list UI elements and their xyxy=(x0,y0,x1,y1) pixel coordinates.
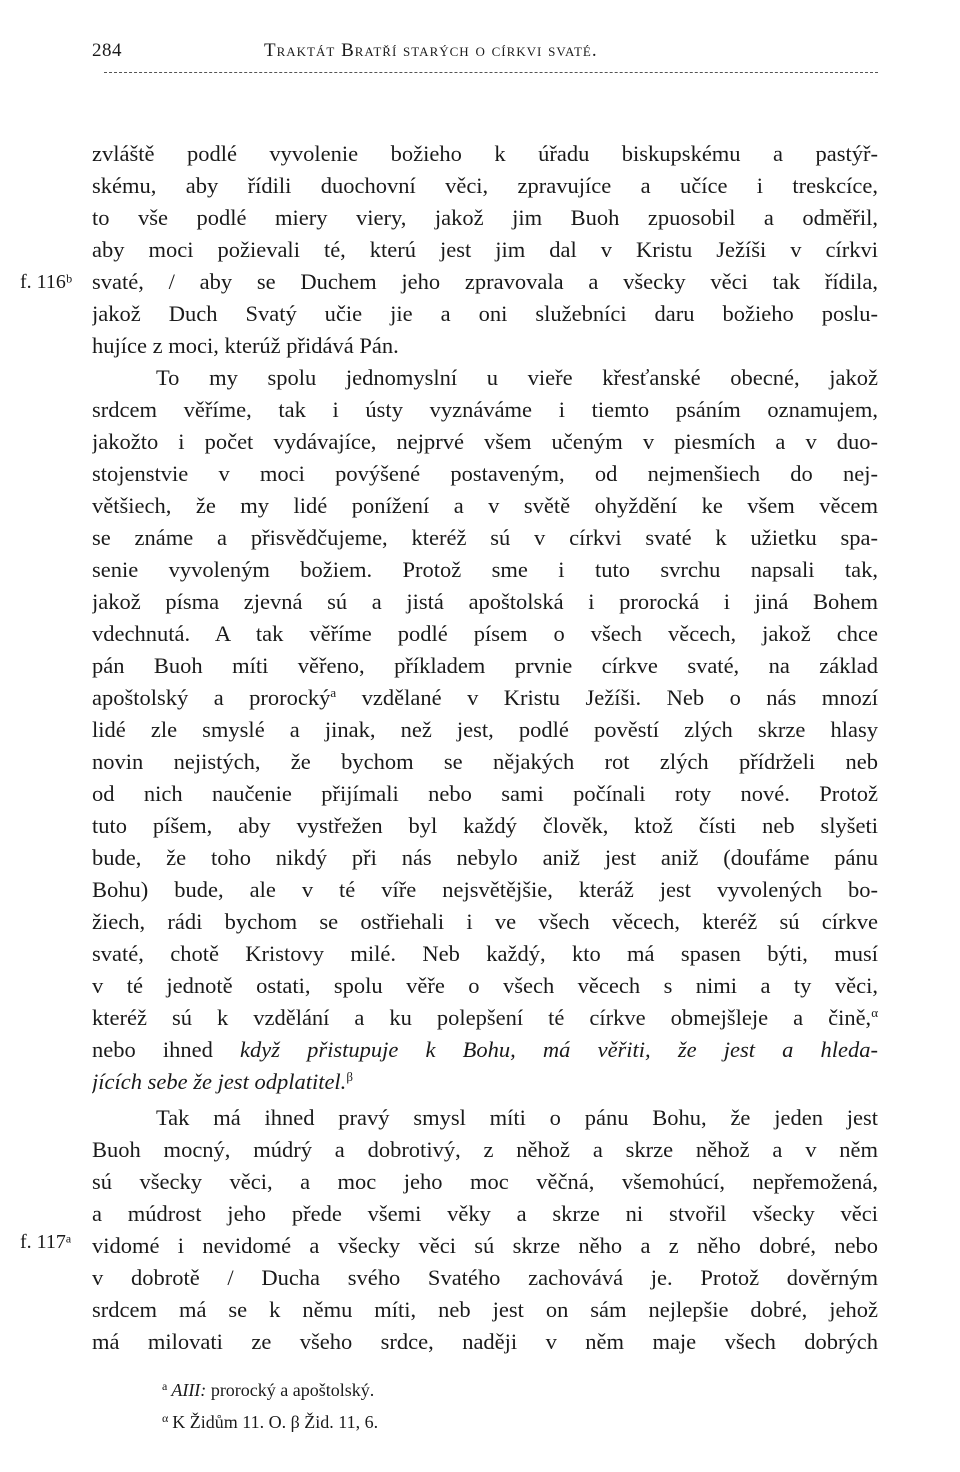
text-line: má milovati ze všeho srdce, naději v něm maje všech dobrých xyxy=(92,1329,878,1354)
text-span: apoštolský a prorocký xyxy=(92,685,331,710)
footnote-mark: a xyxy=(162,1379,168,1393)
text-line: žiech, rádi bychom se ostřiehali i ve všech věcech, kteréž sú církve xyxy=(92,909,878,934)
header-rule xyxy=(104,72,878,73)
footnote-marker-a: a xyxy=(330,685,337,700)
text-line: to vše podlé miery viery, jakož jim Buoh zpuosobil a odměřil, xyxy=(92,205,878,230)
text-line: zvláště podlé vyvolenie božieho k úřadu biskupskému a pastýř- xyxy=(92,141,878,166)
footnote-text: K Židům 11. O. β Žid. 11, 6. xyxy=(172,1412,379,1432)
text-line: aby moci požievali té, kterú jest jim dal v Kristu Ježíši v církvi xyxy=(92,237,878,262)
text-span: kteréž sú k vzdělání a ku polepšení té církve obmejšleje a čině, xyxy=(92,1005,872,1030)
text-line: bude, že toho nikdý při nás nebylo aniž jest aniž (doufáme pánu xyxy=(92,845,878,870)
footnote-text: prorocký a apoštolský. xyxy=(206,1380,375,1400)
text-line-with-quote xyxy=(92,1034,878,1066)
text-line: většiech, že my lidé ponížení a v světě ohyždění ke všem věcem xyxy=(92,493,878,518)
text-line: skému, aby řídili duochovní věci, zpravujíce a učíce i treskcíce, xyxy=(92,173,878,198)
text-line: Bohu) bude, ale v té víře nejsvětějšie, kteráž jest vyvolených bo- xyxy=(92,877,878,902)
page-number: 284 xyxy=(92,40,122,61)
footnote-marker-alpha: α xyxy=(871,1005,878,1020)
text-line: lidé zle smyslé a jinak, než jest, podlé pověstí zlých skrze hlasy xyxy=(92,717,878,742)
text-span: vzdělané v Kristu Ježíši. Neb o nás mnozí xyxy=(336,685,878,710)
text-line: a múdrost jeho přede všemi věky a skrze ni stvořil všecky věci xyxy=(92,1201,878,1226)
text-line: senie vyvoleným božiem. Protož sme i tuto svrchu napsali tak, xyxy=(92,557,878,582)
footnote-source: AIII: xyxy=(171,1380,207,1400)
text-line: srdcem věříme, tak i ústy vyznáváme i tiemto psáním oznamujem, xyxy=(92,397,878,422)
text-line: svaté, chotě Kristovy milé. Neb každý, kto má spasen býti, musí xyxy=(92,941,878,966)
text-line: od nich naučenie přijímali nebo sami počínali roty nové. Protož xyxy=(92,781,878,806)
text-line: jakož písma zjevná sú a jistá apoštolská i prorocká i jiná Bohem xyxy=(92,589,878,614)
text-line-with-quote xyxy=(92,1066,878,1098)
text-line: stojenstvie v moci povýšené postaveným, od nejmenšiech do nej- xyxy=(92,461,878,486)
text-line: pán Buoh míti věřeno, příkladem prvnie církve svaté, na základ xyxy=(92,653,878,678)
paragraph-start: To my spolu jednomyslní u vieře křesťanské obecné, jakož xyxy=(156,365,878,390)
text-line: vidomé i nevidomé a všecky věci sú skrze něho a z něho dobré, nebo xyxy=(92,1233,878,1258)
text-line: v té jednotě ostati, spolu věře o všech věcech s nimi a ty věci, xyxy=(92,973,878,998)
text-line: tuto píšem, aby vystřežen byl každý člověk, ktož čísti neb slyšeti xyxy=(92,813,878,838)
footnote xyxy=(162,1404,722,1436)
running-header xyxy=(92,40,878,76)
text-line: novin nejistých, že bychom se nějakých rot zlých přídrželi neb xyxy=(92,749,878,774)
text-line: vdechnutá. A tak věříme podlé písem o všech věcech, jakož chce xyxy=(92,621,878,646)
text-line: v dobrotě / Ducha svého Svatého zachovává je. Protož dověrným xyxy=(92,1265,878,1290)
paragraph-start: Tak má ihned pravý smysl míti o pánu Bohu, že jeden jest xyxy=(156,1105,878,1130)
text-line: hujíce z moci, kterúž přidává Pán. xyxy=(92,333,399,358)
text-line-with-footnote xyxy=(92,1002,878,1034)
text-line: svaté, / aby se Duchem jeho zpravovala a všecky věci tak řídila, xyxy=(92,269,878,294)
footnotes xyxy=(162,1372,722,1436)
text-line: sú všecky věci, a moc jeho moc věčná, všemohúcí, nepřemožená, xyxy=(92,1169,878,1194)
footnote xyxy=(162,1372,722,1404)
text-line: jakožto i počet vydávajíce, nejprvé všem učeným v piesmích a v duo- xyxy=(92,429,878,454)
text-line: srdcem má se k němu míti, neb jest on sám nejlepšie dobré, jehož xyxy=(92,1297,878,1322)
biblical-quote: když přistupuje k Bohu, má věřiti, že jest a hleda- xyxy=(240,1037,878,1062)
running-title: Traktát Bratří starých o církvi svaté. xyxy=(264,40,598,61)
body-text xyxy=(92,138,878,1358)
text-line: se známe a přisvědčujeme, kteréž sú v církvi svaté k užietku spa- xyxy=(92,525,878,550)
text-line-with-footnote xyxy=(92,682,878,714)
footnote-marker-beta: β xyxy=(346,1069,353,1084)
text-span: nebo ihned xyxy=(92,1037,241,1062)
folio-note-116b: f. 116ᵇ xyxy=(20,271,73,293)
biblical-quote: jících sebe že jest odplatitel. xyxy=(92,1069,347,1094)
text-line: jakož Duch Svatý učie jie a oni služebníci daru božieho poslu- xyxy=(92,301,878,326)
footnote-mark: α xyxy=(162,1411,169,1425)
folio-note-117a: f. 117ᵃ xyxy=(20,1231,72,1253)
text-line: Buoh mocný, múdrý a dobrotivý, z něhož a skrze něhož a v něm xyxy=(92,1137,878,1162)
